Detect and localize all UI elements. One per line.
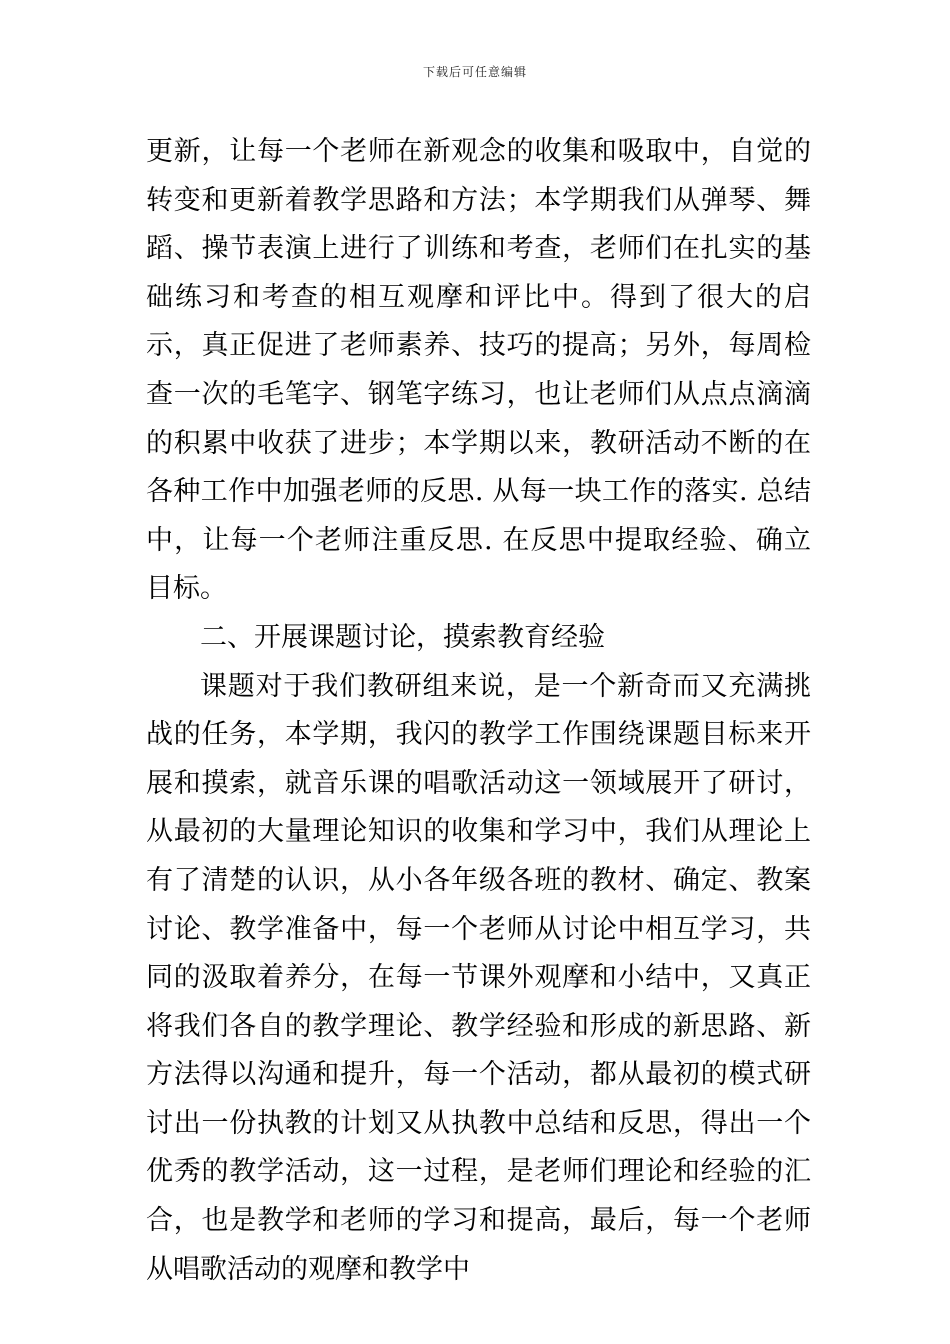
paragraph-continuation: 更新，让每一个老师在新观念的收集和吸取中，自觉的转变和更新着教学思路和方法；本学期我们从弹琴、舞蹈、操节表演上进行了训练和考查，老师们在扎实的基础练习和考查的相互观摩和评比中。得到了很大的启示，真正促进了老师素养、技巧的提高；另外，每周检查一次的毛笔字、钢笔字练习，也让老师们从点点滴滴的积累中收获了进步；本学期以来，教研活动不断的在各种工作中加强老师的反思. 从每一块工作的落实. 总结中，让每一个老师注重反思. 在反思中提取经验、确立目标。 <box>146 136 811 605</box>
paragraph-body: 课题对于我们教研组来说，是一个新奇而又充满挑战的任务，本学期，我闪的教学工作围绕课题目标来开展和摸索，就音乐课的唱歌活动这一领域展开了研讨，从最初的大量理论知识的收集和学习中，我们从理论上有了清楚的认识，从小各年级各班的教材、确定、教案讨论、教学准备中，每一个老师从讨论中相互学习，共同的汲取着养分，在每一节课外观摩和小结中，又真正将我们各自的教学理论、教学经验和形成的新思路、新方法得以沟通和提升，每一个活动，都从最初的模式研讨出一份执教的计划又从执教中总结和反思，得出一个优秀的教学活动，这一过程，是老师们理论和经验的汇合，也是教学和老师的学习和提高，最后，每一个老师从唱歌活动的观摩和教学中 <box>146 670 811 1285</box>
document-body <box>146 128 811 1294</box>
section-heading: 二、开展课题讨论，摸索教育经验 <box>200 621 605 653</box>
page-header-note: 下载后可任意编辑 <box>422 65 527 79</box>
